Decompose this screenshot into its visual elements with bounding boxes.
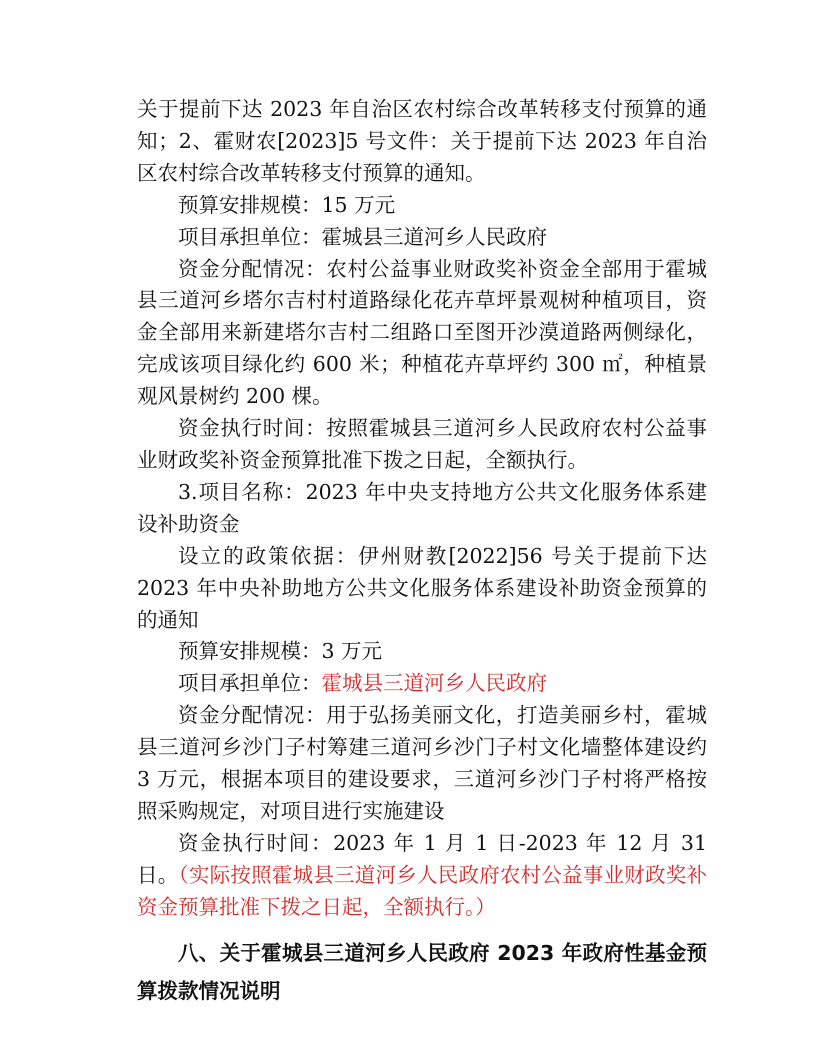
execution-time-note: （实际按照霍城县三道河乡人民政府农村公益事业财政奖补资金预算批准下拨之日起，全额执行。） (137, 862, 708, 919)
paragraph-policy-basis: 设立的政策依据：伊州财教[2022]56 号关于提前下达 2023 年中央补助地方公共文化服务体系建设补助资金预算的的通知 (137, 543, 707, 632)
paragraph-budget-scale-1: 预算安排规模：15 万元 (178, 192, 396, 217)
undertaking-unit-label: 项目承担单位： (178, 671, 322, 696)
paragraph-execution-time-2 (137, 828, 707, 924)
paragraph-fund-allocation-1: 资金分配情况：农村公益事业财政奖补资金全部用于霍城县三道河乡塔尔吉村村道路绿化花卉草坪景观树种植项目，资金全部用来新建塔尔吉村二组路口至图开沙漠道路两侧绿化，完成该项目绿化约 600 米；种植花卉草坪约 300 ㎡，种植景观风景树约 200 棵。 (137, 256, 707, 409)
paragraph-execution-time-1: 资金执行时间：按照霍城县三道河乡人民政府农村公益事业财政奖补资金预算批准下拨之日起，全额执行。 (137, 416, 707, 472)
paragraph-notice-reference: 关于提前下达 2023 年自治区农村综合改革转移支付预算的通知；2、霍财农[2023]5 号文件：关于提前下达 2023 年自治区农村综合改革转移支付预算的通知。 (137, 97, 707, 185)
paragraph-undertaking-unit-1: 项目承担单位：霍城县三道河乡人民政府 (178, 224, 547, 249)
section-heading-8: 八、关于霍城县三道河乡人民政府 2023 年政府性基金预算拨款情况说明 (137, 940, 707, 1003)
paragraph-fund-allocation-2: 资金分配情况：用于弘扬美丽文化，打造美丽乡村，霍城县三道河乡沙门子村筹建三道河乡沙门子村文化墙整体建设约 3 万元，根据本项目的建设要求，三道河乡沙门子村将严格按照采购规定，对项目进行实施建设 (137, 703, 707, 823)
paragraph-project-name-3: 3.项目名称：2023 年中央支持地方公共文化服务体系建设补助资金 (137, 479, 707, 536)
paragraph-undertaking-unit-2 (137, 668, 707, 700)
document-body (137, 94, 707, 1010)
paragraph-budget-scale-2: 预算安排规模：3 万元 (178, 639, 383, 664)
undertaking-unit-value: 霍城县三道河乡人民政府 (321, 671, 547, 696)
execution-time-text: 资金执行时间：2023 年 1 月 1 日-2023 年 12 月 31 日。 (137, 830, 707, 887)
